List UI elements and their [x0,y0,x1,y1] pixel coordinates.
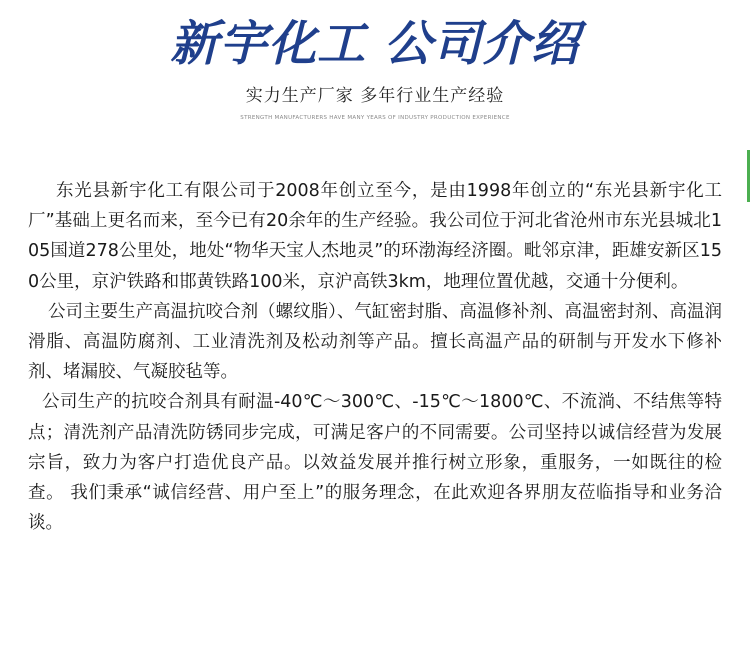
english-tagline: STRENGTH MANUFACTURERS HAVE MANY YEARS OF INDUSTRY PRODUCTION EXPERIENCE [240,115,510,121]
page-subtitle: 实力生产厂家 多年行业生产经验 [245,86,505,106]
paragraph-products: 公司主要生产高温抗咬合剂（螺纹脂）、气缸密封脂、高温修补剂、高温密封剂、高温润滑脂、高温防腐剂、工业清洗剂及松动剂等产品。擅长高温产品的研制与开发水下修补剂、堵漏胶、气凝胶毡等。 [28,301,722,383]
paragraph-history-location: 东光县新宇化工有限公司于2008年创立至今，是由1998年创立的“东光县新宇化工厂”基础上更名而来，至今已有20余年的生产经验。我公司位于河北省沧州市东光县城北105国道278公里处，地处“物华天宝人杰地灵”的环渤海经济圈。毗邻京津，距雄安新区150公里，京沪铁路和邯黄铁路100米，京沪高铁3km，地理位置优越，交通十分便利。 [28,181,722,292]
company-description [28,176,722,538]
paragraph-features-philosophy: 公司生产的抗咬合剂具有耐温-40℃～300℃、-15℃～1800℃、不流淌、不结焦等特点；清洗剂产品清洗防锈同步完成，可满足客户的不同需要。公司坚持以诚信经营为发展宗旨，致力为客户打造优良产品。以效益发展并推行树立形象，重服务，一如既往的检查。 我们秉承“诚信经营、用户至上”的服务理念，在此欢迎各界朋友莅临指导和业务洽谈。 [28,392,722,534]
page-title: 新宇化工 公司介绍 [170,16,580,72]
